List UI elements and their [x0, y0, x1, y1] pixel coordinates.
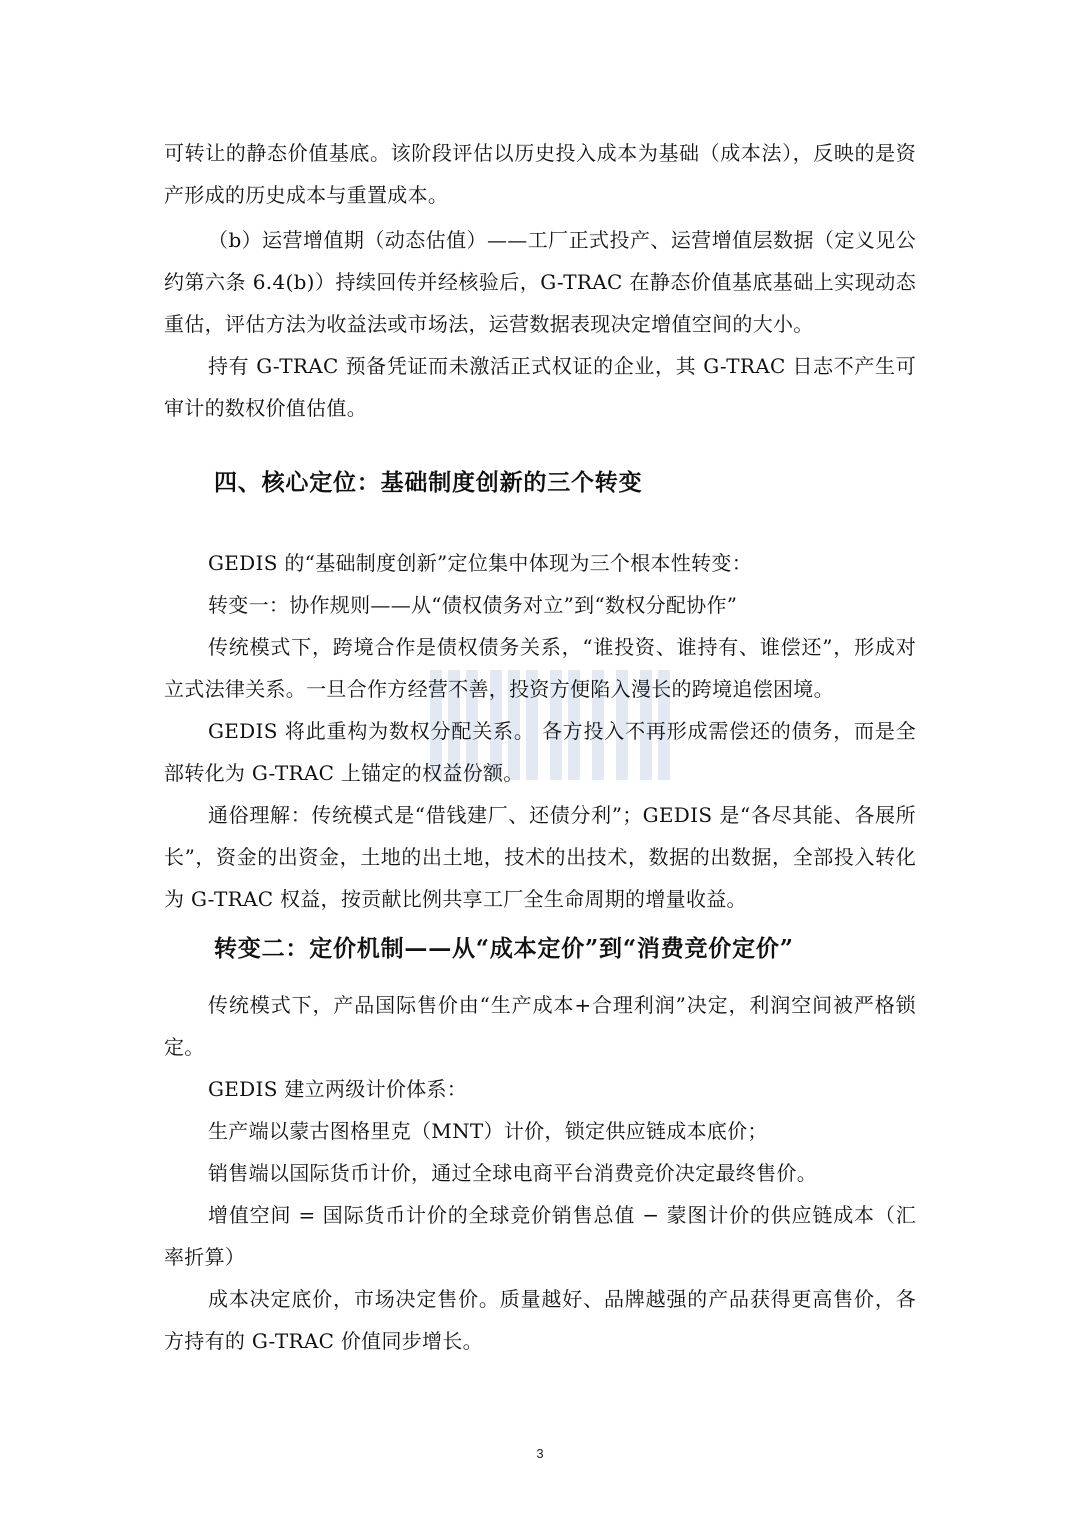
page-number: 3: [536, 1446, 544, 1461]
section-heading: 四、核心定位：基础制度创新的三个转变: [214, 469, 643, 496]
formula-paragraph: 增值空间 = 国际货币计价的全球竞价销售总值 − 蒙图计价的供应链成本（汇率折算）: [164, 1203, 916, 1269]
body-paragraph: 生产端以蒙古图格里克（MNT）计价，锁定供应链成本底价；: [208, 1119, 768, 1143]
body-paragraph: 传统模式下，产品国际售价由“生产成本+合理利润”决定，利润空间被严格锁定。: [164, 993, 916, 1059]
subheading-line: 转变一：协作规则——从“债权债务对立”到“数权分配协作”: [208, 593, 738, 617]
body-paragraph: 传统模式下，跨境合作是债权债务关系，“谁投资、谁持有、谁偿还”，形成对立式法律关系。一旦合作方经营不善，投资方便陷入漫长的跨境追偿困境。: [164, 635, 916, 701]
body-paragraph: 可转让的静态价值基底。该阶段评估以历史投入成本为基础（成本法），反映的是资产形成的历史成本与重置成本。: [164, 141, 916, 207]
body-paragraph: GEDIS 建立两级计价体系：: [208, 1077, 468, 1101]
body-paragraph: GEDIS 的“基础制度创新”定位集中体现为三个根本性转变：: [208, 551, 753, 575]
body-paragraph: 持有 G-TRAC 预备凭证而未激活正式权证的企业，其 G-TRAC 日志不产生可审计的数权价值估值。: [164, 354, 916, 420]
subsection-heading: 转变二：定价机制——从“成本定价”到“消费竞价定价”: [214, 935, 794, 962]
body-paragraph: 销售端以国际货币计价，通过全球电商平台消费竞价决定最终售价。: [208, 1161, 817, 1185]
body-paragraph: 通俗理解：传统模式是“借钱建厂、还债分利”；GEDIS 是“各尽其能、各展所长”，资金的出资金，土地的出土地，技术的出技术，数据的出数据，全部投入转化为 G-TRAC 权益，按贡献比例共享工厂全生命周期的增量收益。: [164, 803, 916, 911]
body-paragraph: （b）运营增值期（动态估值）——工厂正式投产、运营增值层数据（定义见公约第六条 6.4(b)）持续回传并经核验后，G-TRAC 在静态价值基底基础上实现动态重估，评估方法为收益法或市场法，运营数据表现决定增值空间的大小。: [164, 228, 916, 336]
body-paragraph: GEDIS 将此重构为数权分配关系。 各方投入不再形成需偿还的债务，而是全部转化为 G-TRAC 上锚定的权益份额。: [164, 719, 916, 785]
body-paragraph: 成本决定底价，市场决定售价。质量越好、品牌越强的产品获得更高售价，各方持有的 G-TRAC 价值同步增长。: [164, 1287, 916, 1353]
